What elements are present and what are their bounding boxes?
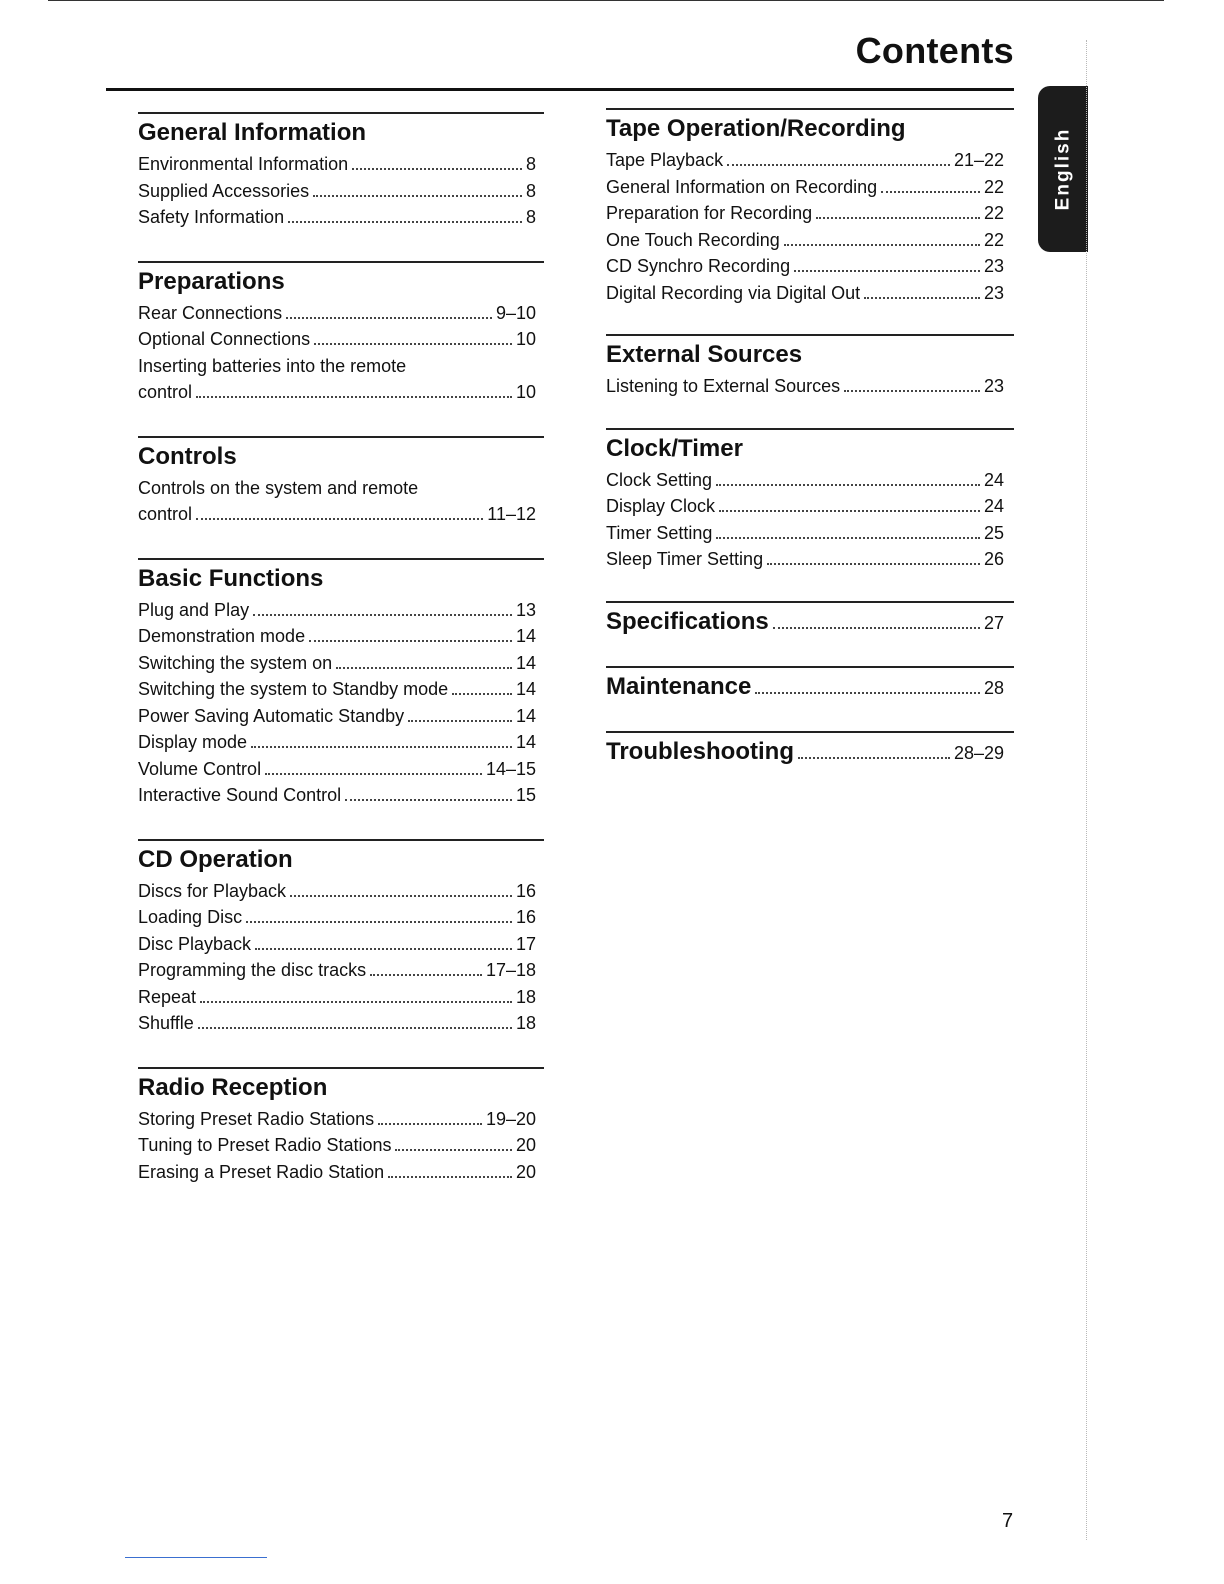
section-heading bbox=[606, 666, 1014, 703]
toc-entry-label: Display Clock bbox=[606, 496, 716, 516]
dot-leader bbox=[452, 693, 512, 695]
toc-entry-page: 24 bbox=[983, 469, 1004, 490]
toc-entry[interactable] bbox=[138, 957, 536, 984]
section-heading bbox=[138, 1067, 544, 1104]
section-heading bbox=[138, 839, 544, 876]
toc-entry-page: 18 bbox=[515, 986, 536, 1007]
dot-leader bbox=[352, 168, 522, 170]
toc-entry[interactable] bbox=[138, 984, 536, 1011]
toc-entry-label: Erasing a Preset Radio Station bbox=[138, 1161, 385, 1182]
toc-entry-label: Safety Information bbox=[138, 207, 285, 227]
toc-entry-label: Programming the disc tracks bbox=[138, 960, 367, 980]
toc-section bbox=[606, 666, 1014, 703]
toc-entry[interactable] bbox=[606, 520, 1004, 547]
toc-entry[interactable] bbox=[606, 174, 1004, 201]
toc-entry-page: 17 bbox=[515, 933, 536, 954]
toc-section bbox=[138, 558, 544, 809]
toc-entry-page: 22 bbox=[983, 229, 1004, 250]
toc-entry-label: Disc Playback bbox=[138, 933, 252, 954]
dot-leader bbox=[196, 396, 512, 398]
toc-entry-label: Tuning to Preset Radio Stations bbox=[138, 1135, 392, 1155]
dot-leader bbox=[290, 895, 512, 897]
toc-entry[interactable] bbox=[138, 326, 536, 353]
dot-leader bbox=[881, 191, 980, 193]
toc-section bbox=[138, 436, 544, 528]
toc-entry[interactable] bbox=[138, 204, 536, 231]
toc-section bbox=[606, 108, 1014, 306]
toc-entry[interactable] bbox=[138, 597, 536, 624]
toc-entry-label: One Touch Recording bbox=[606, 229, 780, 250]
toc-entry-label: Plug and Play bbox=[138, 599, 250, 620]
section-heading bbox=[138, 558, 544, 595]
dot-leader bbox=[196, 518, 483, 520]
toc-entry-page: 10 bbox=[515, 382, 536, 402]
toc-entry[interactable] bbox=[606, 253, 1004, 280]
toc-entry[interactable] bbox=[138, 178, 536, 205]
section-heading bbox=[138, 436, 544, 473]
toc-entry-page: 14 bbox=[515, 679, 536, 699]
toc-entry-label: Switching the system on bbox=[138, 652, 333, 673]
toc-entry-page: 14–15 bbox=[485, 758, 536, 779]
dot-leader bbox=[395, 1149, 511, 1151]
toc-entry[interactable] bbox=[138, 904, 536, 931]
dot-leader bbox=[255, 948, 512, 950]
toc-entry-page: 19–20 bbox=[485, 1108, 536, 1129]
dot-leader bbox=[716, 537, 980, 539]
toc-entry-page: 11–12 bbox=[487, 504, 536, 524]
toc-entry-label: Demonstration mode bbox=[138, 626, 306, 646]
dot-leader bbox=[378, 1123, 482, 1125]
left-column bbox=[138, 112, 544, 1215]
section-heading bbox=[138, 112, 544, 149]
toc-entry-page: 14 bbox=[515, 652, 536, 673]
toc-entry-label: Power Saving Automatic Standby bbox=[138, 705, 405, 726]
toc-entry-label: Optional Connections bbox=[138, 329, 311, 349]
toc-section bbox=[606, 731, 1014, 768]
toc-entry-page: 14 bbox=[515, 626, 536, 646]
toc-entry-page: 18 bbox=[515, 1013, 536, 1033]
dot-leader bbox=[309, 640, 512, 642]
toc-entry-page: 14 bbox=[515, 732, 536, 752]
toc-entry-page: 8 bbox=[525, 180, 536, 201]
toc-entry[interactable] bbox=[606, 227, 1004, 254]
toc-entry[interactable] bbox=[138, 1132, 536, 1159]
toc-entry-page: 23 bbox=[983, 376, 1004, 396]
section-title: Controls bbox=[138, 442, 237, 470]
toc-section bbox=[138, 1067, 544, 1186]
toc-entry-page: 17–18 bbox=[485, 960, 536, 980]
toc-entry-page: 28 bbox=[983, 677, 1004, 698]
section-title: Preparations bbox=[138, 267, 285, 295]
toc-entry-page: 22 bbox=[983, 176, 1004, 197]
toc-section bbox=[138, 261, 544, 406]
title-rule bbox=[106, 88, 1014, 91]
toc-entry[interactable] bbox=[606, 147, 1004, 174]
toc-entry-label: Supplied Accessories bbox=[138, 180, 310, 201]
toc-entry-page: 23 bbox=[983, 282, 1004, 303]
language-tab bbox=[1038, 86, 1088, 252]
toc-entry-line: Controls on the system and remote bbox=[138, 477, 419, 498]
toc-entry-label: General Information on Recording bbox=[606, 176, 878, 197]
dot-leader bbox=[345, 799, 512, 801]
toc-entry-page: 8 bbox=[525, 154, 536, 174]
toc-entry[interactable] bbox=[606, 373, 1004, 400]
dot-leader bbox=[716, 484, 980, 486]
toc-big-entry[interactable] bbox=[606, 671, 1004, 703]
right-column bbox=[606, 108, 1014, 796]
toc-entry-page: 22 bbox=[983, 203, 1004, 223]
section-title: Clock/Timer bbox=[606, 434, 743, 462]
toc-entry-page: 16 bbox=[515, 880, 536, 901]
toc-entry[interactable] bbox=[138, 379, 536, 406]
top-rule bbox=[48, 0, 1164, 1]
dot-leader bbox=[794, 270, 980, 272]
toc-section bbox=[606, 334, 1014, 400]
toc-entry-label: Loading Disc bbox=[138, 907, 243, 927]
toc-entry-label: Repeat bbox=[138, 986, 197, 1007]
dot-leader bbox=[773, 627, 980, 629]
toc-entry-page: 8 bbox=[525, 207, 536, 227]
toc-entry-page: 28–29 bbox=[953, 742, 1004, 763]
toc-section bbox=[606, 428, 1014, 573]
toc-entry-label: control bbox=[138, 382, 193, 402]
section-heading bbox=[606, 731, 1014, 768]
language-tab-label: English bbox=[1052, 127, 1073, 211]
toc-entry-page: 15 bbox=[515, 785, 536, 805]
toc-entry-label: Timer Setting bbox=[606, 522, 713, 543]
toc-section bbox=[138, 839, 544, 1037]
section-title: Maintenance bbox=[606, 672, 752, 700]
page-edge-line bbox=[1086, 40, 1087, 1540]
dot-leader bbox=[198, 1027, 512, 1029]
section-title: General Information bbox=[138, 119, 367, 146]
toc-entry-page: 24 bbox=[983, 496, 1004, 516]
dot-leader bbox=[370, 974, 482, 976]
section-heading bbox=[138, 261, 544, 298]
toc-entry-label: Discs for Playback bbox=[138, 880, 287, 901]
toc-entry-label: Listening to External Sources bbox=[606, 376, 841, 396]
dot-leader bbox=[314, 343, 512, 345]
toc-entry-label: Interactive Sound Control bbox=[138, 785, 342, 805]
bottom-mark bbox=[125, 1557, 267, 1558]
dot-leader bbox=[246, 921, 512, 923]
toc-entry-label: Clock Setting bbox=[606, 469, 713, 490]
toc-entry[interactable] bbox=[138, 878, 536, 905]
toc-entry-page: 16 bbox=[515, 907, 536, 927]
dot-leader bbox=[200, 1001, 512, 1003]
toc-entry-label: Preparation for Recording bbox=[606, 203, 813, 223]
page-title: Contents bbox=[855, 30, 1014, 71]
section-heading bbox=[606, 601, 1014, 638]
dot-leader bbox=[313, 195, 522, 197]
section-heading bbox=[606, 428, 1014, 465]
toc-section bbox=[606, 601, 1014, 638]
toc-entry[interactable] bbox=[138, 151, 536, 178]
toc-entry-label: Digital Recording via Digital Out bbox=[606, 282, 861, 303]
dot-leader bbox=[727, 164, 950, 166]
dot-leader bbox=[755, 692, 980, 694]
toc-entry-label: Storing Preset Radio Stations bbox=[138, 1108, 375, 1129]
toc-entry-label: CD Synchro Recording bbox=[606, 256, 791, 276]
toc-entry-page: 10 bbox=[515, 329, 536, 349]
dot-leader bbox=[265, 773, 482, 775]
toc-entry-label: Environmental Information bbox=[138, 154, 349, 174]
dot-leader bbox=[288, 221, 522, 223]
toc-entry[interactable] bbox=[138, 782, 536, 809]
toc-entry[interactable] bbox=[606, 546, 1004, 573]
dot-leader bbox=[336, 667, 512, 669]
section-heading bbox=[606, 108, 1014, 145]
toc-entry-label: Sleep Timer Setting bbox=[606, 549, 764, 569]
section-title: CD Operation bbox=[138, 845, 293, 873]
dot-leader bbox=[253, 614, 512, 616]
toc-entry[interactable] bbox=[138, 1159, 536, 1186]
toc-section bbox=[138, 112, 544, 231]
dot-leader bbox=[816, 217, 980, 219]
toc-big-entry[interactable] bbox=[606, 606, 1004, 638]
dot-leader bbox=[798, 757, 950, 759]
toc-entry[interactable] bbox=[138, 756, 536, 783]
toc-entry[interactable] bbox=[138, 1106, 536, 1133]
dot-leader bbox=[251, 746, 512, 748]
section-title: Troubleshooting bbox=[606, 737, 794, 765]
toc-entry-page: 20 bbox=[515, 1135, 536, 1155]
toc-entry-page: 21–22 bbox=[953, 150, 1004, 170]
toc-entry-label: Volume Control bbox=[138, 758, 262, 779]
toc-entry-page: 14 bbox=[515, 705, 536, 726]
toc-entry-label: control bbox=[138, 504, 193, 524]
dot-leader bbox=[844, 390, 980, 392]
dot-leader bbox=[388, 1176, 512, 1178]
toc-entry[interactable] bbox=[138, 623, 536, 650]
toc-big-entry[interactable] bbox=[606, 736, 1004, 768]
toc-entry[interactable] bbox=[138, 931, 536, 958]
dot-leader bbox=[784, 244, 980, 246]
toc-entry-page: 9–10 bbox=[495, 302, 536, 323]
toc-entry[interactable] bbox=[606, 280, 1004, 307]
section-title: Basic Functions bbox=[138, 564, 324, 592]
toc-entry[interactable] bbox=[606, 200, 1004, 227]
dot-leader bbox=[719, 510, 980, 512]
toc-entry[interactable] bbox=[138, 650, 536, 677]
dot-leader bbox=[286, 317, 492, 319]
toc-entry-page: 26 bbox=[983, 549, 1004, 569]
toc-entry[interactable] bbox=[138, 703, 536, 730]
toc-entry[interactable] bbox=[138, 501, 536, 528]
toc-entry-label: Tape Playback bbox=[606, 150, 724, 170]
toc-entry-label: Switching the system to Standby mode bbox=[138, 679, 449, 699]
toc-entry[interactable] bbox=[606, 493, 1004, 520]
toc-entry-page: 23 bbox=[983, 256, 1004, 276]
section-title: Specifications bbox=[606, 607, 769, 635]
section-title: External Sources bbox=[606, 341, 803, 368]
dot-leader bbox=[767, 563, 980, 565]
toc-entry[interactable] bbox=[138, 676, 536, 703]
toc-entry[interactable] bbox=[138, 729, 536, 756]
toc-entry[interactable] bbox=[138, 1010, 536, 1037]
dot-leader bbox=[408, 720, 512, 722]
section-title: Radio Reception bbox=[138, 1073, 328, 1101]
section-heading bbox=[606, 334, 1014, 371]
toc-entry-page: 25 bbox=[983, 522, 1004, 543]
toc-entry-line: Inserting batteries into the remote bbox=[138, 355, 407, 376]
toc-entry-page: 20 bbox=[515, 1161, 536, 1182]
toc-entry-label: Rear Connections bbox=[138, 302, 283, 323]
section-title: Tape Operation/Recording bbox=[606, 115, 906, 142]
toc-entry-label: Shuffle bbox=[138, 1013, 194, 1033]
dot-leader bbox=[864, 297, 980, 299]
toc-entry[interactable] bbox=[606, 467, 1004, 494]
toc-entry-page: 13 bbox=[515, 599, 536, 620]
toc-entry-page: 27 bbox=[983, 612, 1004, 633]
page-number: 7 bbox=[1002, 1510, 1014, 1532]
toc-entry[interactable] bbox=[138, 300, 536, 327]
toc-entry-label: Display mode bbox=[138, 732, 248, 752]
